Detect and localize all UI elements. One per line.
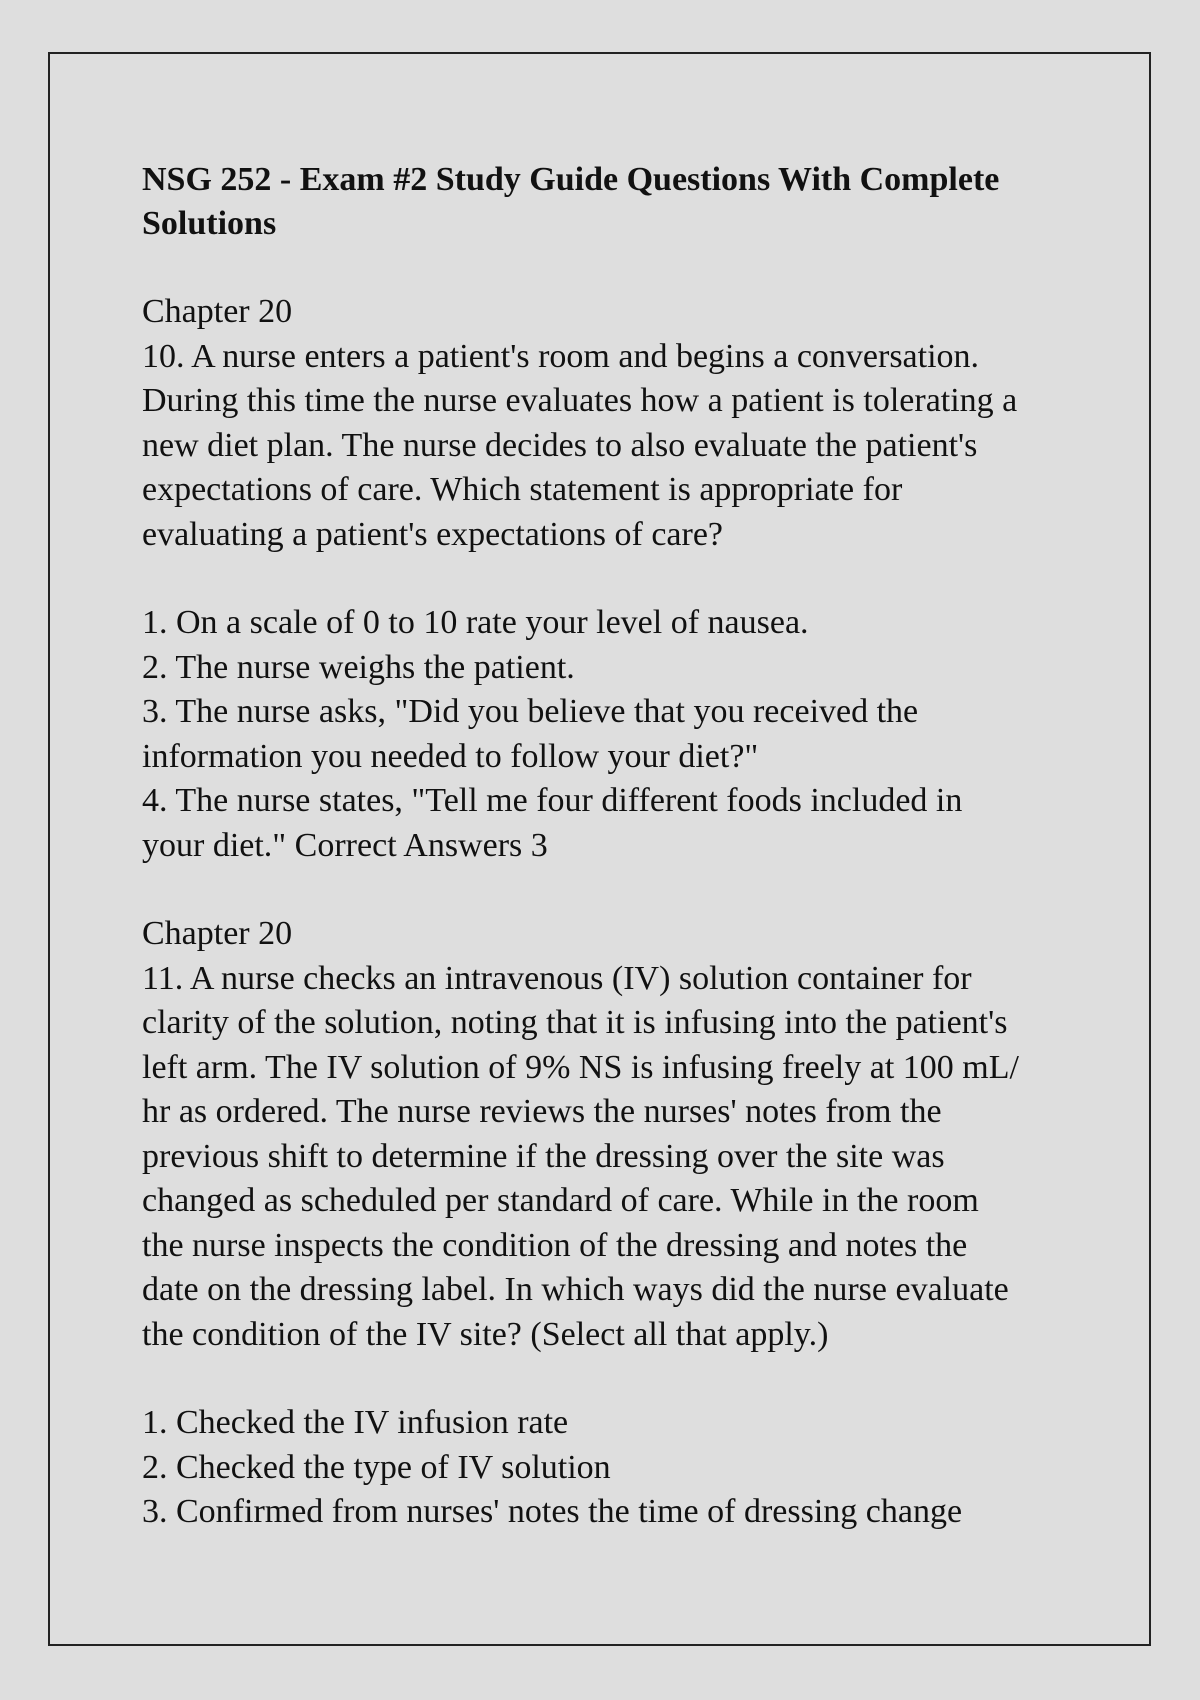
option-line: 2. The nurse weighs the patient. xyxy=(142,648,575,686)
title-line: NSG 252 - Exam #2 Study Guide Questions With Complete xyxy=(142,161,1000,198)
option-line: 1. On a scale of 0 to 10 rate your level of nausea. xyxy=(142,604,809,641)
question-text-line: changed as scheduled per standard of care. While in the room xyxy=(142,1182,979,1219)
question-text-line: the condition of the IV site? (Select all that apply.) xyxy=(142,1315,829,1353)
question-text-line: 10. A nurse enters a patient's room and begins a conversation. xyxy=(142,337,980,375)
question-text-line: date on the dressing label. In which ways did the nurse evaluate xyxy=(142,1271,1009,1308)
title-line: Solutions xyxy=(142,205,277,242)
question-text-line: previous shift to determine if the dressing over the site was xyxy=(142,1137,945,1175)
option-line: 1. Checked the IV infusion rate xyxy=(142,1404,569,1441)
question-text-line: evaluating a patient's expectations of care? xyxy=(142,515,724,553)
document-title xyxy=(142,158,1102,246)
document-page xyxy=(48,52,1151,1646)
question-text-line: left arm. The IV solution of 9% NS is infusing freely at 100 mL/ xyxy=(142,1048,1019,1086)
question-10-options xyxy=(142,601,1102,868)
question-text-line: During this time the nurse evaluates how a patient is tolerating a xyxy=(142,382,1018,419)
question-11 xyxy=(142,912,1102,1357)
question-10 xyxy=(142,290,1102,557)
question-text-line: hr as ordered. The nurse reviews the nurses' notes from the xyxy=(142,1093,942,1130)
chapter-label: Chapter 20 xyxy=(142,915,293,952)
option-line: information you needed to follow your diet?" xyxy=(142,737,759,775)
document-content xyxy=(142,158,1102,1535)
question-text-line: clarity of the solution, noting that it is infusing into the patient's xyxy=(142,1004,1008,1041)
option-line: 2. Checked the type of IV solution xyxy=(142,1448,611,1486)
question-text-line: the nurse inspects the condition of the dressing and notes the xyxy=(142,1226,968,1264)
option-line: 3. The nurse asks, "Did you believe that you received the xyxy=(142,693,919,730)
question-text-line: new diet plan. The nurse decides to also evaluate the patient's xyxy=(142,426,978,464)
option-line: 3. Confirmed from nurses' notes the time of dressing change xyxy=(142,1493,963,1530)
question-text-line: expectations of care. Which statement is appropriate for xyxy=(142,471,903,508)
question-11-options xyxy=(142,1401,1102,1535)
option-line: 4. The nurse states, "Tell me four different foods included in xyxy=(142,782,963,819)
option-line-with-answer: your diet." Correct Answers 3 xyxy=(142,826,548,864)
chapter-label: Chapter 20 xyxy=(142,293,293,330)
question-text-line: 11. A nurse checks an intravenous (IV) solution container for xyxy=(142,959,972,997)
